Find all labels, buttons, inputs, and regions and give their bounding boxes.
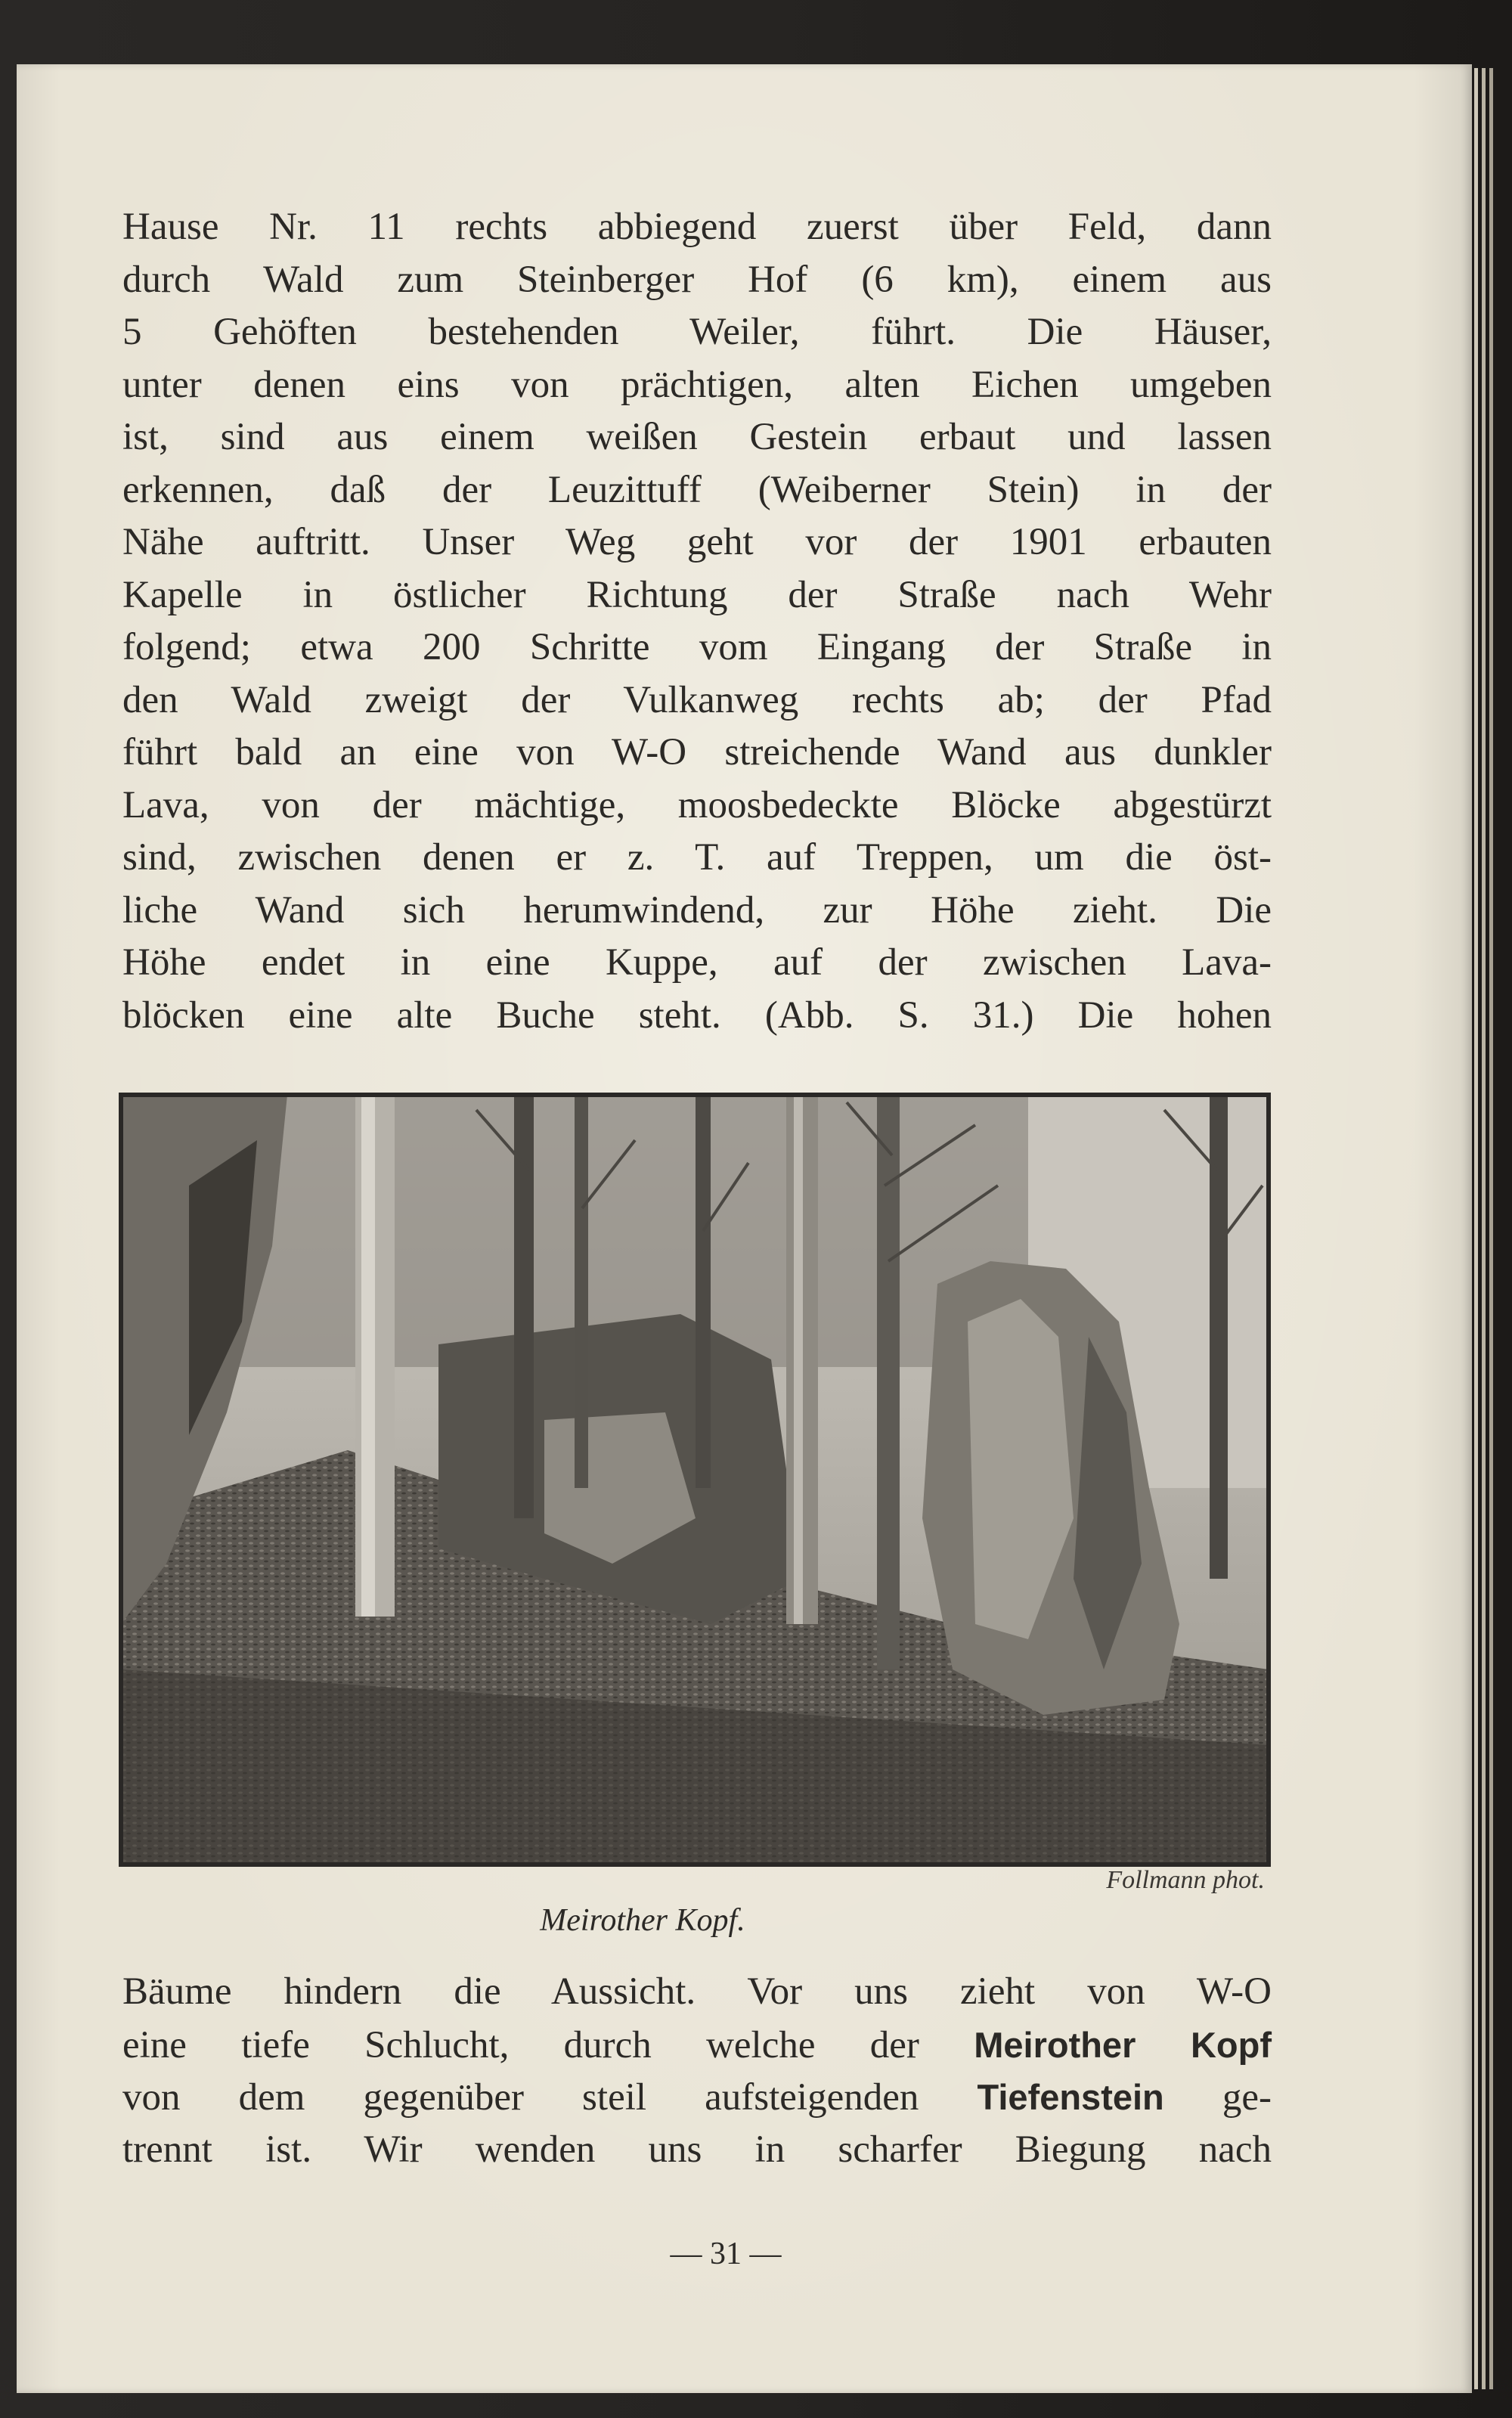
text-line: trennt ist. Wir wenden uns in scharfer Biegung nach	[122, 2128, 1272, 2171]
text-line: Höhe endet in eine Kuppe, auf der zwischen Lava-	[122, 941, 1272, 984]
forest-rock-photo	[121, 1095, 1269, 1865]
text-line: führt bald an eine von W-O streichende Wand aus dunkler	[122, 731, 1272, 773]
photograph-meirother-kopf	[119, 1093, 1271, 1867]
place-name-tiefenstein: Tiefenstein	[977, 2077, 1164, 2117]
text-line: ist, sind aus einem weißen Gestein erbaut und lassen	[122, 416, 1272, 458]
text-line	[122, 2071, 1272, 2124]
text-line: durch Wald zum Steinberger Hof (6 km), einem aus	[122, 258, 1272, 301]
text-line: Bäume hindern die Aussicht. Vor uns zieht von W-O	[122, 1970, 1272, 2013]
page-edge	[1482, 68, 1486, 2389]
text-line: Lava, von der mächtige, moosbedeckte Blöcke abgestürzt	[122, 783, 1272, 826]
text-line: Hause Nr. 11 rechts abbiegend zuerst über Feld, dann	[122, 206, 1272, 248]
text-line: blöcken eine alte Buche steht. (Abb. S. 31.) Die hohen	[122, 994, 1272, 1037]
text-line: erkennen, daß der Leuzittuff (Weiberner Stein) in der	[122, 468, 1272, 511]
text-line: Nähe auftritt. Unser Weg geht vor der 1901 erbauten	[122, 521, 1272, 563]
page-edge	[1474, 68, 1478, 2389]
text-line: liche Wand sich herumwindend, zur Höhe zieht. Die	[122, 888, 1272, 932]
text-line: den Wald zweigt der Vulkanweg rechts ab; der Pfad	[122, 678, 1272, 721]
photo-credit: Follmann phot.	[1106, 1866, 1265, 1894]
text-line: Kapelle in östlicher Richtung der Straße nach Wehr	[122, 573, 1272, 616]
place-name-meirother-kopf: Meirother Kopf	[974, 2024, 1272, 2065]
page-edge	[1489, 68, 1493, 2389]
figure-caption: Meirother Kopf.	[540, 1903, 745, 1938]
text-segment: ge-	[1163, 2076, 1272, 2119]
page-number: — 31 —	[670, 2237, 782, 2271]
body-text-bottom	[122, 1966, 1272, 2176]
text-line: folgend; etwa 200 Schritte vom Eingang der Straße in	[122, 626, 1272, 668]
text-segment: von dem gegenüber steil aufsteigenden	[122, 2076, 978, 2119]
text-line: 5 Gehöften bestehenden Weiler, führt. Die Häuser,	[122, 311, 1272, 353]
text-line	[122, 2019, 1272, 2072]
text-line: unter denen eins von prächtigen, alten Eichen umgeben	[122, 363, 1272, 406]
text-line: sind, zwischen denen er z. T. auf Treppen, um die öst-	[122, 836, 1272, 879]
body-text-top	[122, 201, 1272, 1042]
text-segment: eine tiefe Schlucht, durch welche der	[122, 2023, 974, 2066]
